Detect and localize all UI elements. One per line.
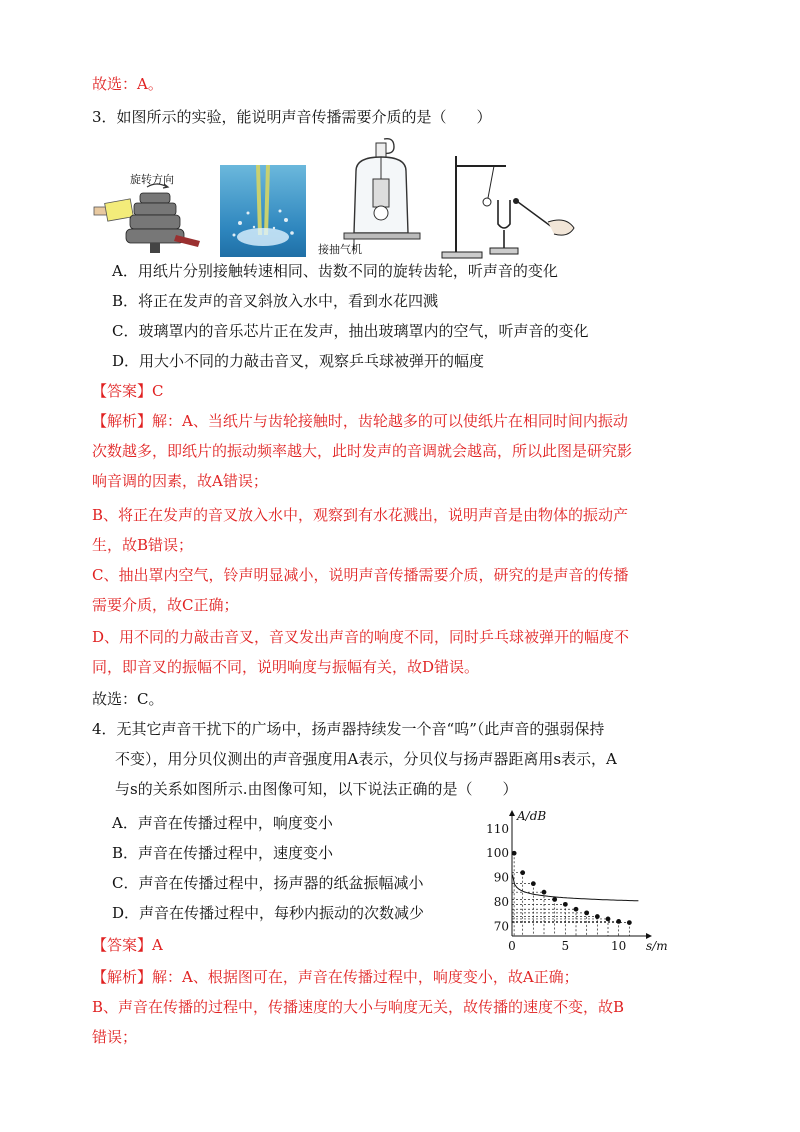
x-tick-label: 5	[561, 939, 570, 953]
y-axis-arrow	[509, 810, 515, 816]
q3-answer: 【答案】C	[92, 382, 164, 400]
q3-stem: 3．如图所示的实验，能说明声音传播需要介质的是（ ）	[92, 108, 492, 126]
q4-analysis-line: 【解析】解：A、根据图可在，声音在传播过程中，响度变小，故A正确；	[92, 968, 579, 986]
data-point	[584, 910, 589, 915]
x-tick-label: 0	[508, 939, 516, 953]
data-point	[531, 881, 536, 886]
data-point	[627, 920, 632, 925]
q3-analysis-line: 次数越多，即纸片的振动频率越大，此时发声的音调就会越高，所以此图是研究影	[92, 442, 633, 460]
q3-option-c: C．玻璃罩内的音乐芯片正在发声，抽出玻璃罩内的空气，听声音的变化	[112, 322, 589, 340]
data-point	[552, 897, 557, 902]
q4-answer: 【答案】A	[92, 936, 163, 954]
y-tick-label: 70	[493, 919, 509, 934]
data-point	[595, 914, 600, 919]
q3-analysis-line: 需要介质，故C正确；	[92, 596, 239, 614]
q3-analysis-line: 生，故B错误；	[92, 536, 194, 554]
q3-analysis-line: 同，即音叉的振幅不同，说明响度与振幅有关，故D错误。	[92, 658, 480, 676]
data-point	[563, 902, 568, 907]
y-tick-label: 90	[493, 870, 509, 885]
y-tick-label: 110	[486, 821, 509, 836]
q4-stem-line: 与s的关系如图所示.由图像可知，以下说法正确的是（ ）	[115, 780, 518, 798]
y-tick-label: 100	[486, 846, 509, 861]
q3-analysis-line: B、将正在发声的音叉放入水中，观察到有水花溅出，说明声音是由物体的振动产	[92, 506, 629, 524]
prev-conclusion: 故选：A。	[92, 75, 163, 93]
q3-analysis-line: C、抽出罩内空气，铃声明显减小，说明声音传播需要介质，研究的是声音的传播	[92, 566, 629, 584]
decay-curve	[513, 875, 639, 901]
q3-option-a: A．用纸片分别接触转速相同、齿数不同的旋转齿轮，听声音的变化	[112, 262, 558, 280]
q3-analysis-line: 【解析】解：A、当纸片与齿轮接触时，齿轮越多的可以使纸片在相同时间内振动	[92, 412, 628, 430]
q3-analysis-line: D、用不同的力敲击音叉，音叉发出声音的响度不同，同时乒乓球被弹开的幅度不	[92, 628, 630, 646]
q4-option-d: D．声音在传播过程中，每秒内振动的次数减少	[112, 904, 425, 922]
y-tick-label: 80	[493, 894, 509, 909]
y-axis-label: A/dB	[517, 809, 547, 823]
sound-intensity-chart	[478, 808, 668, 958]
q4-option-c: C．声音在传播过程中，扬声器的纸盆振幅减小	[112, 874, 424, 892]
data-point	[606, 917, 611, 922]
q4-stem-line: 4．无其它声音干扰下的广场中，扬声器持续发一个音“呜”（此声音的强弱保持	[92, 720, 605, 738]
x-axis-label: s/m	[646, 939, 668, 953]
tuning-fork-water-photo	[220, 165, 306, 257]
q4-analysis-line: 错误；	[92, 1028, 138, 1046]
data-point	[520, 870, 525, 875]
data-point	[542, 890, 547, 895]
bell-jar-figure	[318, 135, 428, 260]
rotation-label: 旋转方向	[130, 173, 174, 186]
q4-stem-line: 不变），用分贝仪测出的声音强度用A表示，分贝仪与扬声器距离用s表示，A	[115, 750, 617, 768]
q3-option-d: D．用大小不同的力敲击音叉，观察乒乓球被弹开的幅度	[112, 352, 485, 370]
q3-conclusion: 故选：C。	[92, 690, 164, 708]
q4-option-b: B．声音在传播过程中，速度变小	[112, 844, 334, 862]
tuning-fork-ball-figure	[440, 152, 580, 260]
data-point	[574, 907, 579, 912]
q3-analysis-line: 响音调的因素，故A错误；	[92, 472, 268, 490]
q4-option-a: A．声音在传播过程中，响度变小	[112, 814, 333, 832]
q4-analysis-line: B、声音在传播的过程中，传播速度的大小与响度无关，故传播的速度不变，故B	[92, 998, 625, 1016]
q3-option-b: B．将正在发声的音叉斜放入水中，看到水花四溅	[112, 292, 439, 310]
data-point	[616, 919, 621, 924]
gear-experiment-figure	[92, 165, 202, 255]
x-tick-label: 10	[611, 939, 627, 953]
pump-label: 接抽气机	[318, 243, 362, 256]
